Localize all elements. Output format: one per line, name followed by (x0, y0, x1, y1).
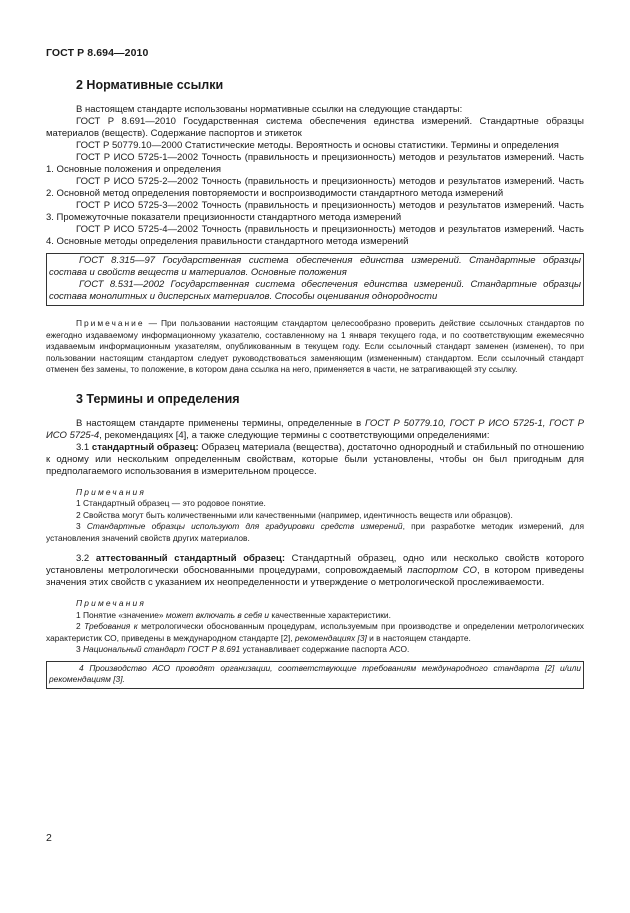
amendment-box (46, 253, 584, 306)
note-item: 2 Требования к метрологически обоснованным процедурам, используемым при производстве и определении метрологических характеристик СО, приведены в международном стандарте [2], рекомендациях [3] и в настоящем стандарте. (46, 621, 584, 643)
term-3-2-block (46, 553, 584, 589)
term-3-2: 3.2 аттестованный стандартный образец: Стандартный образец, одно или несколько свойств которого установлены метрологически обоснованными процедурами, сопровождаемый паспортом СО, в котором приведены значения этих свойств с указанием их неопределенности и утверждение о метрологической прослеживаемости. (46, 553, 584, 588)
amendment-box (46, 661, 584, 689)
box-note-item: 4 Производство АСО проводят организации, соответствующие требованиям международного стандарта [2] и/или рекомендациям [3]. (49, 662, 581, 684)
section-2-note (46, 318, 584, 376)
page-content (46, 78, 584, 689)
box-ref-item: ГОСТ 8.531—2002 Государственная система обеспечения единства измерений. Стандартные образцы состава монолитных и дисперсных материалов. Способы оценивания однородности (49, 279, 581, 302)
notes-label: Примечания (76, 486, 147, 497)
standard-code-header: ГОСТ Р 8.694—2010 (46, 47, 149, 59)
ref-item: ГОСТ Р 50779.10—2000 Статистические методы. Вероятность и основы статистики. Термины и определения (76, 140, 559, 151)
section-3-title: 3 Термины и определения (76, 391, 240, 406)
section-2-intro: В настоящем стандарте использованы нормативные ссылки на следующие стандарты: (76, 104, 463, 115)
ref-item: ГОСТ Р ИСО 5725-1—2002 Точность (правильность и прецизионность) методов и результатов измерений. Часть 1. Основные положения и определения (46, 152, 584, 175)
section-2-body (46, 104, 584, 306)
section-2-title: 2 Нормативные ссылки (76, 78, 224, 92)
note-text: — При пользовании настоящим стандартом целесообразно проверить действие ссылочных стандартов по ежегодно издаваемому информационному указателю, составленному на 1 января текущего года, и по соответствующим ежемесячно издаваемым информационным указателям, опубликованным в текущем году. Если ссылочный стандарт заменен (изменен), то при пользовании настоящим стандартом следует руководствоваться заменяющим (измененным) стандартом. Если ссылочный стандарт отменен без замены, то положение, в котором дана ссылка на него, применяется в части, не затрагивающей эту ссылку. (46, 318, 584, 374)
section-3-body (46, 418, 584, 478)
term-3-1: 3.1 стандартный образец: Образец материала (вещества), достаточно однородный и стабильный по отношению к одному или нескольким определенным свойствам, которые были установлены, чтобы он был пригодным для предполагаемого использования в измерительном процессе. (46, 441, 584, 477)
term-3-2-notes (46, 598, 584, 689)
page-number: 2 (46, 832, 52, 844)
ref-item: ГОСТ Р ИСО 5725-3—2002 Точность (правильность и прецизионность) методов и результатов измерений. Часть 3. Промежуточные показатели прецизионности стандартного метода измерений (46, 200, 584, 223)
note-item: 2 Свойства могут быть количественными или качественными (например, идентичность веществ или образцов). (76, 509, 513, 520)
note-item: 3 Национальный стандарт ГОСТ Р 8.691 устанавливает содержание паспорта АСО. (76, 644, 410, 654)
ref-item: ГОСТ Р ИСО 5725-4—2002 Точность (правильность и прецизионность) методов и результатов измерений. Часть 4. Основные методы определения правильности стандартного метода измерений (46, 224, 584, 247)
notes-label: Примечания (76, 598, 147, 608)
note-item: 1 Понятие «значение» может включать в себя и качественные характеристики. (76, 609, 391, 620)
note-label: Примечание (76, 318, 145, 328)
note-item: 1 Стандартный образец — это родовое понятие. (76, 498, 266, 508)
note-item: 3 Стандартные образцы используют для градуировки средств измерений, при разработке методик измерений, для установления значений свойств других материалов. (46, 521, 584, 543)
box-ref-item: ГОСТ 8.315—97 Государственная система обеспечения единства измерений. Стандартные образцы состава и свойств веществ и материалов. Основные положения (49, 255, 581, 278)
term-3-1-notes (46, 487, 584, 545)
ref-item: ГОСТ Р ИСО 5725-2—2002 Точность (правильность и прецизионность) методов и результатов измерений. Часть 2. Основной метод определения повторяемости и воспроизводимости стандартного метода измерений (46, 176, 584, 199)
ref-item: ГОСТ Р 8.691—2010 Государственная система обеспечения единства измерений. Стандартные образцы материалов (веществ). Содержание паспортов и этикеток (46, 116, 584, 139)
section-3-intro: В настоящем стандарте применены термины, определенные в ГОСТ Р 50779.10, ГОСТ Р ИСО 5725-1, ГОСТ Р ИСО 5725-4, рекомендациях [4], а также следующие термины с соответствующими определениями: (46, 417, 584, 441)
